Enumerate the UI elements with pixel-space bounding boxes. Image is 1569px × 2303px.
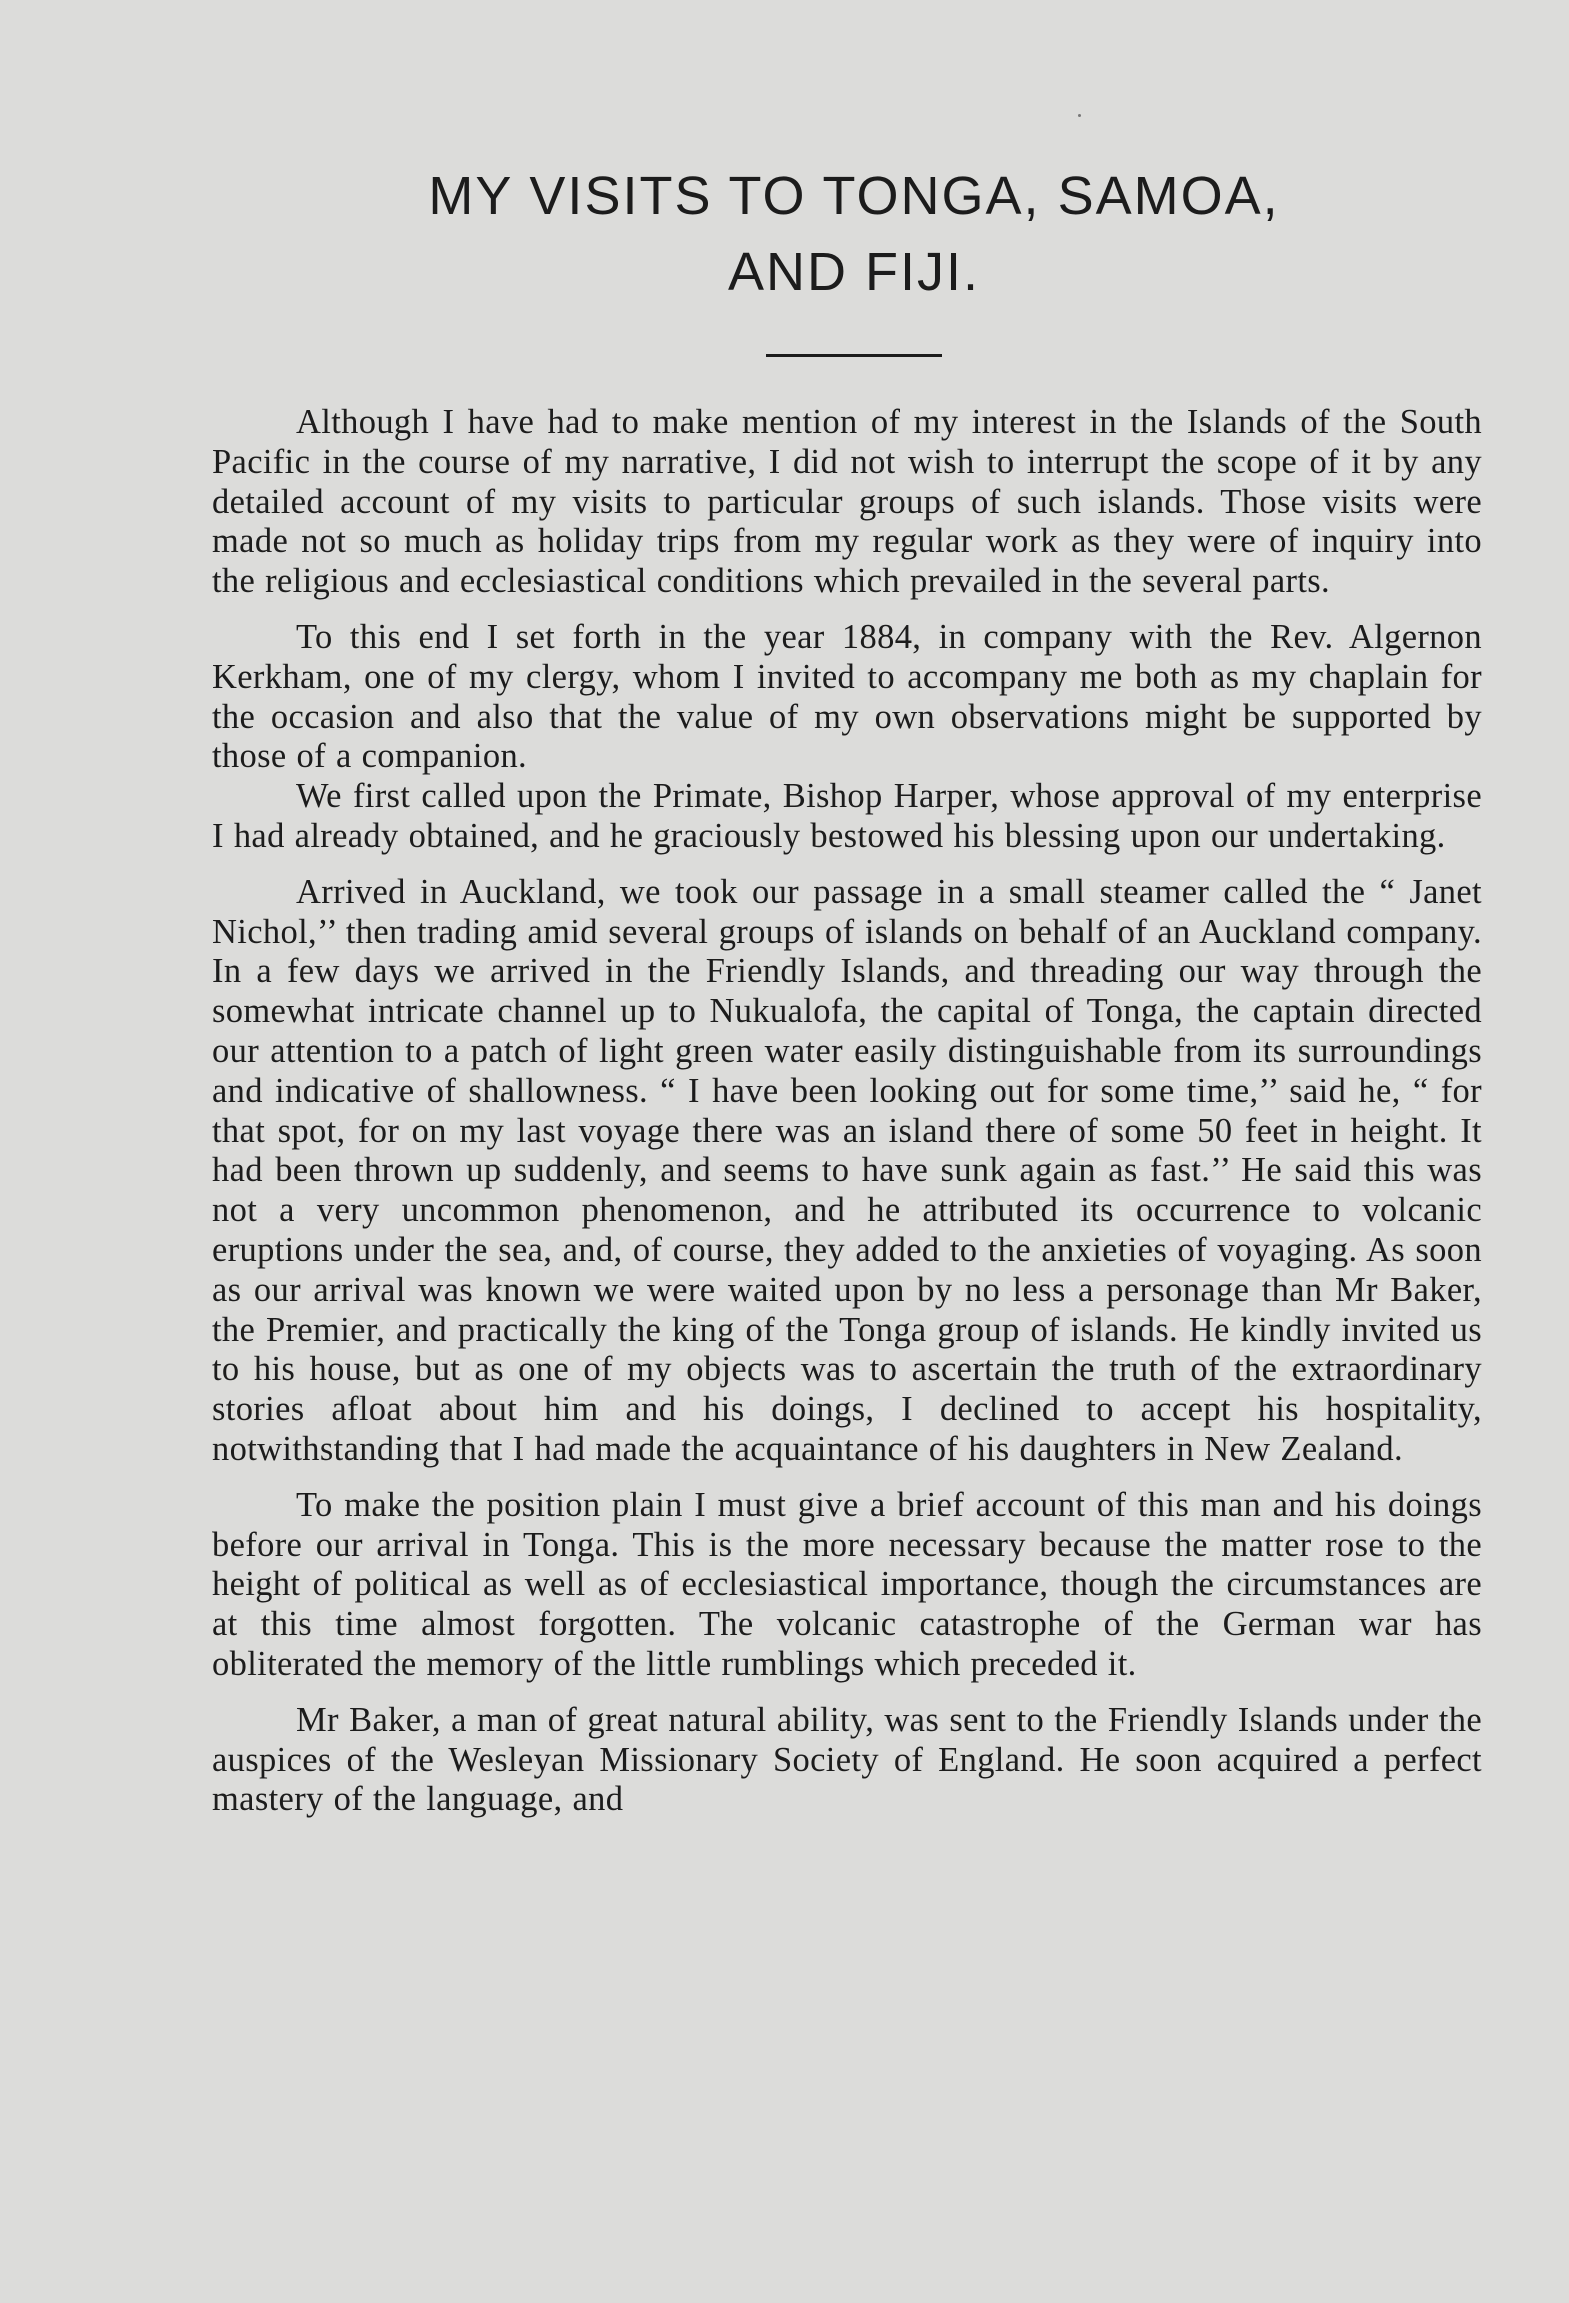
chapter-title-line-2: AND FIJI. [727, 242, 980, 302]
paragraph-4: Arrived in Auckland, we took our passage in a small steamer called the “ Janet Nichol,’’ then trading amid several groups of islands on behalf of an Auckland company. In a few days we arrived in the Friendly Islands, and threading our way through the somewhat intricate channel up to Nukualofa, the capital of Tonga, the captain directed our attention to a patch of light green water easily distinguishable from its surroundings and indicative of shallowness. “ I have been looking out for some time,’’ said he, “ for that spot, for on my last voyage there was an island there of some 50 feet in height. It had been thrown up suddenly, and seems to have sunk again as fast.’’ He said this was not a very uncommon phenomenon, and he attributed its occurrence to volcanic eruptions under the sea, and, of course, they added to the anxieties of voyaging. As soon as our arrival was known we were waited upon by no less a personage than Mr Baker, the Premier, and practically the king of the Tonga group of islands. He kindly invited us to his house, but as one of my objects was to ascertain the truth of the extraordinary stories afloat about him and his doings, I declined to accept his hospitality, notwithstanding that I had made the acquaintance of his daughters in New Zealand. [212, 872, 1482, 1468]
chapter-title-line-1: MY VISITS TO TONGA, SAMOA, [428, 166, 1280, 226]
paragraph-2: To this end I set forth in the year 1884, in company with the Rev. Algernon Kerkham, one of my clergy, whom I invited to accompany me both as my chaplain for the occasion and also that the value of my own observations might be supported by those of a companion. [212, 617, 1482, 776]
title-divider [766, 354, 942, 357]
paragraph-6: Mr Baker, a man of great natural ability, was sent to the Friendly Islands under the auspices of the Wesleyan Missionary Society of England. He soon acquired a perfect mastery of the language, and [212, 1700, 1482, 1819]
page-content [212, 158, 1482, 1836]
paragraph-5: To make the position plain I must give a brief account of this man and his doings before our arrival in Tonga. This is the more necessary because the matter rose to the height of political as well as of ecclesiastical importance, though the circumstances are at this time almost forgotten. The volcanic catastrophe of the German war has obliterated the memory of the little rumblings which preceded it. [212, 1485, 1482, 1683]
paragraph-1: Although I have had to make mention of my interest in the Islands of the South Pacific in the course of my narrative, I did not wish to interrupt the scope of it by any detailed account of my visits to particular groups of such islands. Those visits were made not so much as holiday trips from my regular work as they were of inquiry into the religious and ecclesiastical conditions which prevailed in the several parts. [212, 403, 1482, 601]
chapter-title [212, 158, 1482, 310]
paragraph-3: We first called upon the Primate, Bishop Harper, whose approval of my enterprise I had already obtained, and he graciously bestowed his blessing upon our undertaking. [212, 777, 1482, 855]
paper-speck [1078, 114, 1081, 117]
